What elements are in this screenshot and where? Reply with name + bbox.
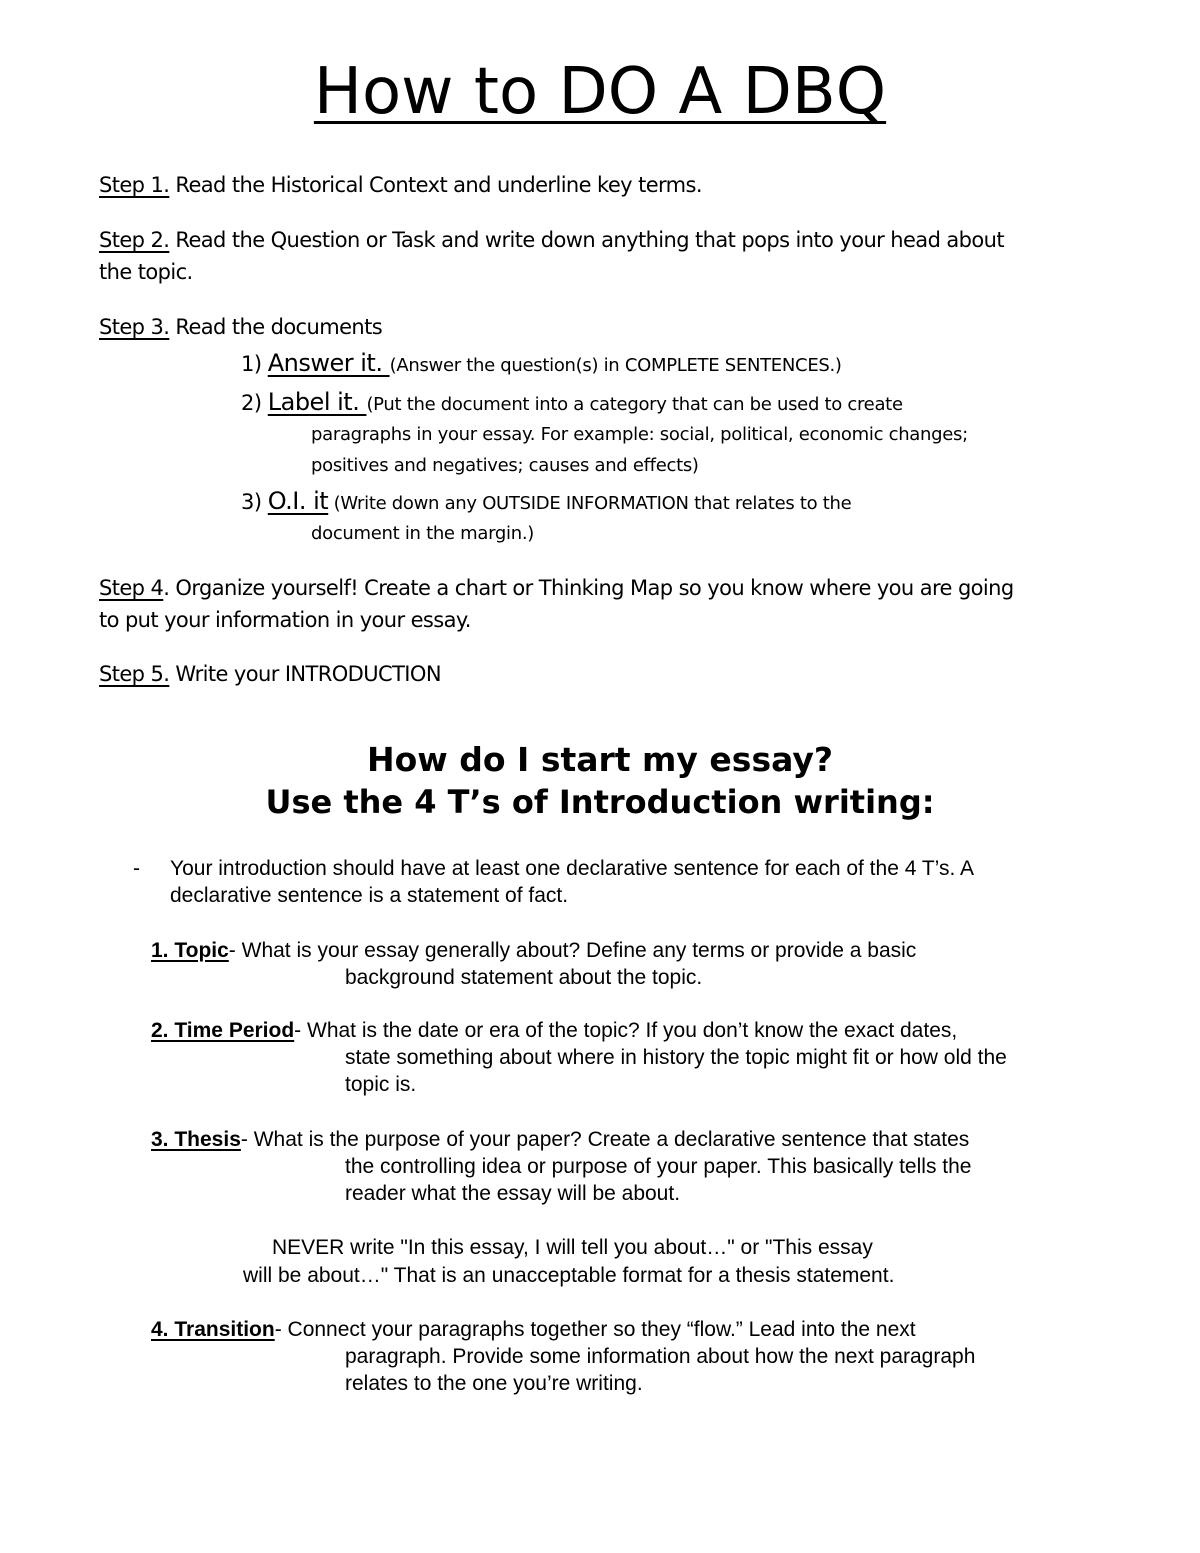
- step-4: [99, 572, 1014, 604]
- thesis-line-2: the controlling idea or purpose of your paper. This basically tells the: [345, 1155, 972, 1178]
- time-period-line-3: topic is.: [345, 1073, 417, 1096]
- step-2-text: Read the Question or Task and write down anything that pops into your head about: [169, 228, 1004, 252]
- transition-item: 4. Transition- Connect your paragraphs together so they “flow.” Lead into the next: [151, 1318, 916, 1341]
- step-1: [99, 169, 702, 201]
- thesis-label: 3. Thesis: [151, 1128, 241, 1151]
- section-heading: How do I start my essay?: [367, 740, 833, 779]
- bullet-dash: -: [133, 857, 140, 880]
- bullet-line-1: Your introduction should have at least one declarative sentence for each of the 4 T’s. A: [170, 857, 974, 880]
- step-4-text: . Organize yourself! Create a chart or Thinking Map so you know where you are going: [163, 576, 1014, 600]
- page-title: How to DO A DBQ: [313, 55, 887, 129]
- step-1-text: Read the Historical Context and underline key terms.: [169, 173, 702, 197]
- step-3-item-3-cont-1: document in the margin.): [311, 523, 534, 544]
- time-period-item: 2. Time Period- What is the date or era of the topic? If you don’t know the exact dates,: [151, 1019, 958, 1042]
- step-3-label: Step 3.: [99, 315, 170, 339]
- topic-item: 1. Topic- What is your essay generally about? Define any terms or provide a basic: [151, 939, 917, 962]
- time-period-label: 2. Time Period: [151, 1019, 295, 1042]
- step-5: [99, 658, 441, 690]
- transition-line-2: paragraph. Provide some information about how the next paragraph: [345, 1345, 976, 1368]
- oi-it-label: O.I. it: [267, 487, 329, 515]
- never-note-line-1: NEVER write "In this essay, I will tell you about…" or "This essay: [272, 1236, 873, 1259]
- transition-label: 4. Transition: [151, 1318, 275, 1341]
- answer-it-label: Answer it.: [267, 349, 390, 377]
- bullet-line-2: declarative sentence is a statement of fact.: [170, 884, 569, 907]
- thesis-line-3: reader what the essay will be about.: [345, 1182, 681, 1205]
- section-subheading: Use the 4 T’s of Introduction writing:: [265, 783, 935, 821]
- never-note-line-2: will be about…" That is an unacceptable format for a thesis statement.: [243, 1264, 895, 1287]
- topic-label: 1. Topic: [151, 939, 229, 962]
- step-3-item-2-cont-1: paragraphs in your essay. For example: social, political, economic changes;: [311, 424, 968, 445]
- step-4-continuation: to put your information in your essay.: [99, 608, 471, 632]
- step-3-text: Read the documents: [169, 315, 383, 339]
- step-3-item-2: 2) Label it. (Put the document into a category that can be used to create: [241, 388, 903, 416]
- step-4-label: Step 4: [99, 576, 164, 600]
- topic-line-2: background statement about the topic.: [345, 966, 703, 989]
- thesis-item: 3. Thesis- What is the purpose of your paper? Create a declarative sentence that states: [151, 1128, 970, 1151]
- step-5-label: Step 5.: [99, 662, 170, 686]
- transition-line-3: relates to the one you’re writing.: [345, 1372, 643, 1395]
- step-3-item-1: 1) Answer it. (Answer the question(s) in COMPLETE SENTENCES.): [241, 349, 842, 377]
- step-3-item-2-cont-2: positives and negatives; causes and effects): [311, 455, 699, 476]
- step-2-continuation: the topic.: [99, 260, 193, 284]
- step-3: [99, 311, 382, 343]
- step-5-text: Write your INTRODUCTION: [169, 662, 441, 686]
- label-it-label: Label it.: [267, 388, 367, 416]
- time-period-line-2: state something about where in history the topic might fit or how old the: [345, 1046, 1007, 1069]
- step-2-label: Step 2.: [99, 228, 170, 252]
- step-1-label: Step 1.: [99, 173, 170, 197]
- step-2: [99, 224, 1004, 256]
- step-3-item-3: 3) O.I. it (Write down any OUTSIDE INFORMATION that relates to the: [241, 487, 852, 515]
